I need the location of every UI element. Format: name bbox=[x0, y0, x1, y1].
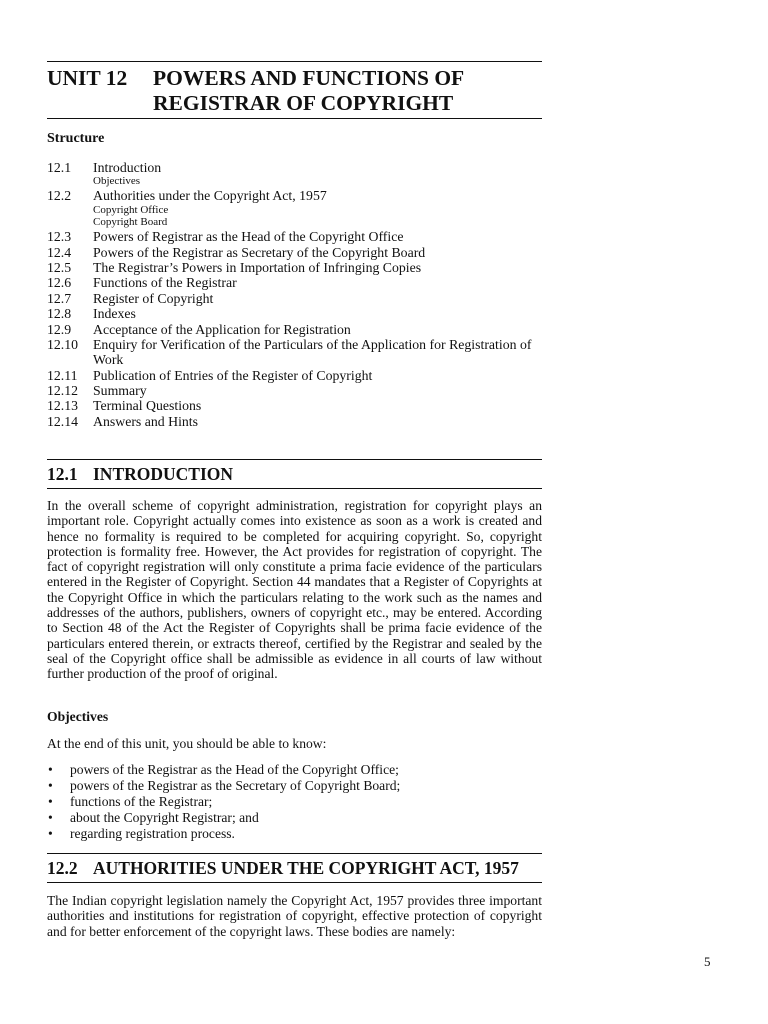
section-number: 12.1 bbox=[47, 464, 78, 484]
structure-item-number: 12.5 bbox=[47, 259, 72, 275]
bullet-icon: • bbox=[48, 810, 53, 825]
structure-item-title: Acceptance of the Application for Registration bbox=[93, 321, 351, 337]
objective-text: powers of the Registrar as the Head of the Copyright Office; bbox=[70, 762, 399, 777]
structure-subitem: Copyright Board bbox=[93, 216, 168, 229]
structure-heading: Structure bbox=[47, 131, 105, 146]
unit-title-line2: REGISTRAR OF COPYRIGHT bbox=[153, 91, 454, 115]
unit-top-rule bbox=[47, 61, 542, 62]
structure-item-number: 12.14 bbox=[47, 413, 79, 429]
structure-item bbox=[47, 229, 542, 244]
structure-item-title: Introduction bbox=[93, 160, 162, 175]
section-12-1-top-rule bbox=[47, 459, 542, 460]
unit-bottom-rule bbox=[47, 118, 542, 119]
objective-text: regarding registration process. bbox=[70, 826, 235, 841]
structure-item bbox=[47, 383, 542, 398]
bullet-icon: • bbox=[48, 794, 53, 809]
objectives-heading: Objectives bbox=[47, 709, 109, 724]
section-number: 12.2 bbox=[47, 858, 78, 878]
structure-item-number: 12.13 bbox=[47, 398, 79, 414]
structure-item-number: 12.7 bbox=[47, 290, 72, 306]
structure-item bbox=[47, 414, 542, 429]
structure-item-number: 12.2 bbox=[47, 188, 72, 204]
structure-item-title: Powers of the Registrar as Secretary of the Copyright Board bbox=[93, 244, 426, 260]
objective-item bbox=[47, 778, 542, 794]
structure-item-number: 12.1 bbox=[47, 160, 72, 175]
bullet-icon: • bbox=[48, 762, 53, 777]
structure-subitem: Copyright Office bbox=[93, 203, 169, 216]
structure-item-number: 12.6 bbox=[47, 275, 72, 291]
section-12-2-bottom-rule bbox=[47, 882, 542, 883]
unit-number: UNIT 12 bbox=[47, 66, 128, 90]
structure-list bbox=[47, 160, 542, 429]
structure-item-number: 12.3 bbox=[47, 229, 72, 245]
structure-item-number: 12.10 bbox=[47, 336, 79, 352]
section-12-1-heading bbox=[47, 464, 542, 485]
authorities-paragraph: The Indian copyright legislation namely the Copyright Act, 1957 provides three important authorities and institutions for registration of copyright, effective protection of copyright and for better enforcement of the copyright laws. These bodies are namely: bbox=[47, 893, 542, 939]
structure-item bbox=[47, 275, 542, 290]
section-12-2-top-rule bbox=[47, 853, 542, 854]
structure-item-title: Authorities under the Copyright Act, 1957 bbox=[93, 188, 327, 204]
objective-item bbox=[47, 810, 542, 826]
objectives-lead: At the end of this unit, you should be able to know: bbox=[47, 736, 327, 751]
structure-item bbox=[47, 291, 542, 306]
intro-paragraph: In the overall scheme of copyright administration, registration for copyright plays an important role. Copyright actually comes into existence as soon as a work is created and hence no formality is required to be completed for acquiring copyright. So, copyright protection is formality free. However, the Act provides for registration of copyright. The fact of copyright registration will only constitute a prima facie evidence of the particulars entered in the Register of Copyright. Section 44 mandates that a Register of Copyrights at the Copyright Office in which the particulars relating to the work such as the names and addresses of the authors, publishers, owners of copyright etc., may be entered. According to Section 48 of the Act the Register of Copyrights shall be prima facie evidence of the particulars entered therein, or extracts thereof, certified by the Registrar and sealed by the seal of the Copyright office shall be admissible as evidence in all courts of law without further production of the proof of original. bbox=[47, 498, 542, 682]
structure-item-title: Terminal Questions bbox=[93, 398, 202, 414]
objectives-list bbox=[47, 762, 542, 842]
structure-item-title: The Registrar’s Powers in Importation of Infringing Copies bbox=[93, 259, 422, 275]
section-12-2-heading bbox=[47, 858, 542, 879]
structure-item bbox=[47, 398, 542, 413]
objective-text: about the Copyright Registrar; and bbox=[70, 810, 259, 825]
structure-item-title: Enquiry for Verification of the Particulars of the Application for Registration of Work bbox=[93, 336, 532, 368]
structure-item-number: 12.11 bbox=[47, 367, 78, 383]
objective-text: powers of the Registrar as the Secretary of Copyright Board; bbox=[70, 778, 401, 793]
objective-text: functions of the Registrar; bbox=[70, 794, 213, 809]
structure-item-number: 12.8 bbox=[47, 306, 72, 322]
structure-item bbox=[47, 368, 542, 383]
structure-item-title: Functions of the Registrar bbox=[93, 275, 237, 291]
structure-item bbox=[47, 245, 542, 260]
structure-item-title: Summary bbox=[93, 383, 147, 399]
unit-title-line1: POWERS AND FUNCTIONS OF bbox=[153, 66, 465, 90]
structure-item bbox=[47, 337, 542, 368]
structure-item-title: Indexes bbox=[93, 306, 136, 322]
structure-item-title: Register of Copyright bbox=[93, 290, 214, 306]
section-title: INTRODUCTION bbox=[93, 464, 234, 484]
page-number: 5 bbox=[704, 954, 711, 969]
structure-item bbox=[47, 306, 542, 321]
structure-item-number: 12.4 bbox=[47, 244, 72, 260]
structure-item bbox=[47, 260, 542, 275]
structure-item bbox=[47, 188, 542, 203]
structure-item-number: 12.9 bbox=[47, 321, 72, 337]
structure-item-title: Powers of Registrar as the Head of the Copyright Office bbox=[93, 229, 404, 245]
structure-item bbox=[47, 160, 542, 175]
objective-item bbox=[47, 826, 542, 842]
section-12-1-bottom-rule bbox=[47, 488, 542, 489]
structure-item-title: Answers and Hints bbox=[93, 413, 198, 429]
structure-item bbox=[47, 322, 542, 337]
objective-item bbox=[47, 794, 542, 810]
bullet-icon: • bbox=[48, 826, 53, 841]
objective-item bbox=[47, 762, 542, 778]
structure-item-title: Publication of Entries of the Register of Copyright bbox=[93, 367, 373, 383]
structure-item-number: 12.12 bbox=[47, 383, 79, 399]
structure-subitem: Objectives bbox=[93, 175, 141, 188]
section-title: AUTHORITIES UNDER THE COPYRIGHT ACT, 1957 bbox=[93, 858, 519, 878]
bullet-icon: • bbox=[48, 778, 53, 793]
